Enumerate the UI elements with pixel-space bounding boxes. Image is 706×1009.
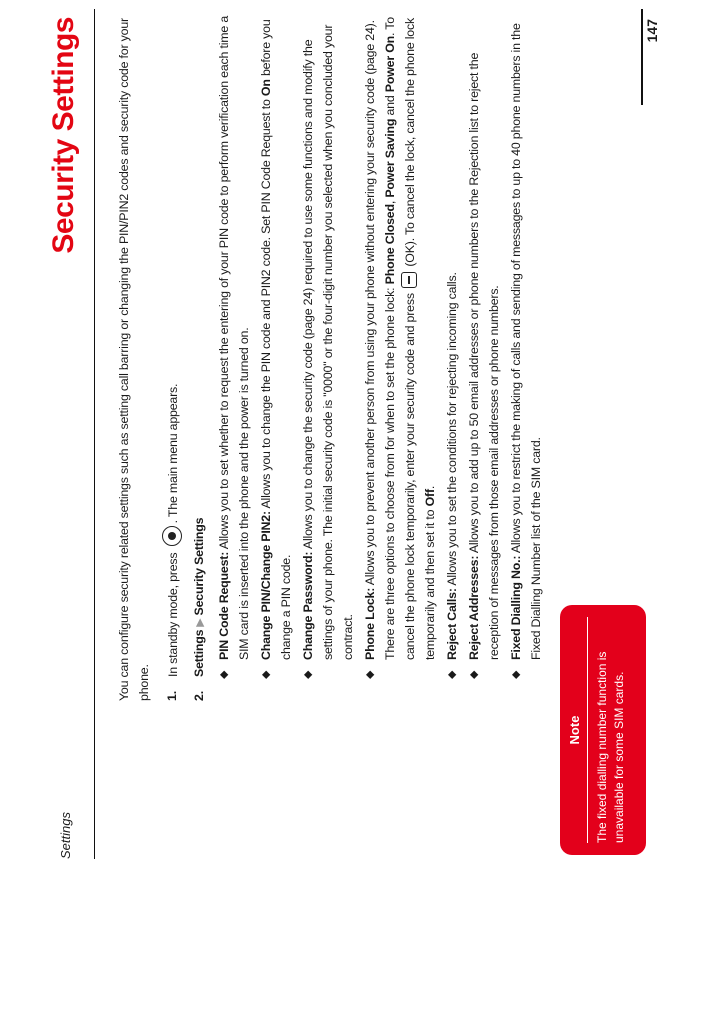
diamond-bullet-icon: ◆ xyxy=(302,670,314,679)
step-1 xyxy=(162,13,183,701)
note-divider xyxy=(587,617,588,843)
item-title: Fixed Dialling No.: xyxy=(509,555,523,660)
diamond-bullet-icon: ◆ xyxy=(260,670,272,679)
step-number: 1. xyxy=(165,691,179,701)
item-text: (OK). To cancel the lock, cancel the phone lock temporarily and then set it to xyxy=(403,18,437,660)
menu-path-settings: Settings xyxy=(192,629,206,677)
list-item-phone-lock xyxy=(360,13,440,701)
footer-section-label: Settings xyxy=(58,812,73,859)
step-text: In standby mode, press xyxy=(166,552,180,677)
item-text: . xyxy=(423,485,437,490)
note-text: The fixed dialling number function is unavailable for some SIM cards. xyxy=(595,651,626,843)
diamond-bullet-icon: ◆ xyxy=(510,670,522,679)
list-item-change-pin xyxy=(256,13,296,701)
item-title: Phone Lock: xyxy=(363,587,377,660)
option-phone-closed: Phone Closed xyxy=(383,204,397,285)
note-title: Note xyxy=(567,715,582,745)
option-power-saving: Power Saving xyxy=(383,118,397,198)
step-text-end: . The main menu appears. xyxy=(166,383,180,524)
option-power-on: Power On xyxy=(383,35,397,93)
round-center-key-icon xyxy=(162,526,182,546)
page-number: 147 xyxy=(644,19,660,43)
item-text: Allows you to prevent another person from using your phone without entering your security code (page 24). There are three options to choose from for when to set the phone lock: xyxy=(363,20,397,660)
item-text: Allows you to change the security code (page 24) required to use some functions and modify the settings of your phone. The initial security code is "0000" or the four-digit number you selected when you concluded your contract. xyxy=(301,24,355,660)
item-title: Reject Addresses: xyxy=(467,555,481,660)
item-title: Change PIN/Change PIN2: xyxy=(259,511,273,660)
option-list xyxy=(214,13,546,701)
item-text: Allows you to set the conditions for rejecting incoming calls. xyxy=(445,272,459,589)
item-text: Allows you to set whether to request the entering of your PIN code to perform verification each time a SIM card is inserted into the phone and the power is turned on. xyxy=(217,15,251,660)
triangle-right-icon: ▶ xyxy=(194,618,206,627)
item-keyword: On xyxy=(259,79,273,97)
item-title: PIN Code Request: xyxy=(217,551,231,660)
bottom-rule xyxy=(641,9,643,105)
step-number: 2. xyxy=(192,691,206,701)
menu-path-security-settings: Security Settings xyxy=(192,517,206,616)
list-item-pin-code-request xyxy=(214,13,254,701)
diamond-bullet-icon: ◆ xyxy=(468,670,480,679)
top-rule xyxy=(94,9,95,859)
item-title: Reject Calls: xyxy=(445,588,459,660)
soft-key-icon xyxy=(401,272,417,288)
diamond-bullet-icon: ◆ xyxy=(364,670,376,679)
item-text: Allows you to restrict the making of calls and sending of messages to up to 40 phone numbers in the Fixed Dialling Number list of the SIM card. xyxy=(509,23,543,660)
intro-paragraph: You can configure security related settings such as setting call barring or changing the PIN/PIN2 codes and security code for your phone. xyxy=(117,18,151,701)
diamond-bullet-icon: ◆ xyxy=(446,670,458,679)
list-item-fixed-dialling xyxy=(506,13,546,701)
diamond-bullet-icon: ◆ xyxy=(218,670,230,679)
item-text: Allows you to add up to 50 email addresses or phone numbers to the Rejection list to reject the reception of messages from those email addresses or phone numbers. xyxy=(467,52,501,660)
list-item-change-password xyxy=(298,13,358,701)
list-item-reject-addresses xyxy=(464,13,504,701)
item-text: . To cancel the phone lock temporarily, enter your security code and press xyxy=(383,17,417,660)
item-text: before you change a PIN code. xyxy=(259,19,293,660)
main-content xyxy=(114,13,546,701)
page-title: Security Settings xyxy=(47,17,80,254)
item-text: Allows you to change the PIN code and PIN2 code. Set PIN Code Request to xyxy=(259,96,273,512)
option-off: Off xyxy=(423,489,437,507)
item-title: Change Password: xyxy=(301,551,315,660)
separator: , xyxy=(383,197,397,205)
note-box xyxy=(560,605,646,855)
separator: and xyxy=(383,92,397,119)
list-item-reject-calls xyxy=(442,13,462,701)
step-2 xyxy=(189,13,210,701)
